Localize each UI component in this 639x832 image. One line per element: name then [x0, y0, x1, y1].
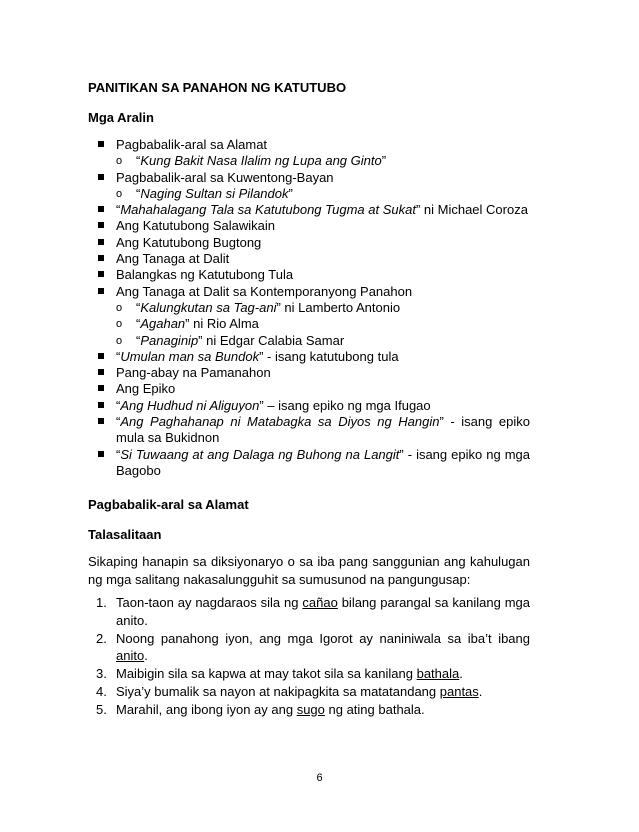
list-item: Ang Katutubong Salawikain — [96, 218, 530, 234]
list-item: “Mahahalagang Tala sa Katutubong Tugma at Sukat” ni Michael Coroza — [96, 202, 530, 218]
underlined-word: sugo — [296, 701, 325, 717]
underlined-word: bathala — [416, 666, 460, 682]
list-item: Pagbabalik-aral sa Alamat — [96, 137, 530, 153]
list-item: Ang Tanaga at Dalit — [96, 251, 530, 267]
square-bullet-icon — [98, 222, 104, 228]
square-bullet-icon — [98, 385, 104, 391]
square-bullet-icon — [98, 353, 104, 359]
square-bullet-icon — [98, 418, 104, 424]
square-bullet-icon — [98, 206, 104, 212]
list-item: Ang Epiko — [96, 381, 530, 397]
sentence-item: 2. Noong panahong iyon, ang mga Igorot ay naniniwala sa iba’t ibang anito. — [96, 630, 530, 664]
square-bullet-icon — [98, 402, 104, 408]
sub-list-item: o “Naging Sultan si Pilandok” — [116, 185, 293, 201]
sub-list-item: o “Kalungkutan sa Tag-ani” ni Lamberto Antonio — [116, 299, 401, 315]
circle-bullet-icon: o — [116, 155, 123, 168]
list-item: Pagbabalik-aral sa Kuwentong-Bayan — [96, 170, 530, 186]
page-number: 6 — [316, 772, 323, 784]
list-item — [96, 186, 530, 202]
square-bullet-icon — [98, 141, 104, 147]
list-item: “Ang Hudhud ni Aliguyon” – isang epiko ng mga Ifugao — [96, 398, 530, 414]
sentence-item: 5. Marahil, ang ibong iyon ay ang sugo ng ating bathala. — [96, 701, 425, 717]
square-bullet-icon — [98, 288, 104, 294]
square-bullet-icon — [98, 174, 104, 180]
lessons-list — [96, 137, 530, 479]
list-item: Balangkas ng Katutubong Tula — [96, 267, 530, 283]
section-heading: Pagbabalik-aral sa Alamat — [88, 497, 249, 512]
list-item — [96, 300, 530, 349]
list-item: Ang Katutubong Bugtong — [96, 235, 530, 251]
list-item: “Ang Paghahanap ni Matabagka sa Diyos ng Hangin” - isang epiko mula sa Bukidnon — [96, 414, 530, 447]
list-item — [96, 153, 530, 169]
vocab-heading: Talasalitaan — [88, 527, 162, 542]
underlined-word: anito — [116, 648, 145, 664]
list-item: Pang-abay na Pamanahon — [96, 365, 530, 381]
lessons-heading: Mga Aralin — [88, 110, 154, 125]
sentence-item: 4. Siya’y bumalik sa nayon at nakipagkita sa matatandang pantas. — [96, 683, 483, 699]
circle-bullet-icon: o — [116, 301, 123, 314]
underlined-word: pantas — [439, 683, 479, 699]
square-bullet-icon — [98, 271, 104, 277]
list-item: “Umulan man sa Bundok” - isang katutubong tula — [96, 349, 530, 365]
list-item: Ang Tanaga at Dalit sa Kontemporanyong Panahon — [96, 284, 530, 300]
square-bullet-icon — [98, 451, 104, 457]
sentences-list — [96, 594, 530, 719]
sub-list-item: o “Panaginip” ni Edgar Calabia Samar — [116, 332, 345, 348]
sub-list-item: o “Kung Bakit Nasa Ilalim ng Lupa ang Ginto” — [116, 153, 387, 169]
square-bullet-icon — [98, 239, 104, 245]
underlined-word: cañao — [302, 595, 338, 610]
circle-bullet-icon: o — [116, 318, 123, 331]
page-title: PANITIKAN SA PANAHON NG KATUTUBO — [88, 80, 347, 95]
list-item: “Si Tuwaang at ang Dalaga ng Buhong na Langit” - isang epiko ng mga Bagobo — [96, 447, 530, 480]
square-bullet-icon — [98, 255, 104, 261]
sub-list-item: o “Agahan” ni Rio Alma — [116, 316, 259, 332]
circle-bullet-icon: o — [116, 187, 123, 200]
instruction-paragraph: Sikaping hanapin sa diksiyonaryo o sa iba pang sanggunian ang kahulugan ng mga salitang nakasalungguhit sa sumusunod na pangungusap: — [88, 554, 530, 587]
square-bullet-icon — [98, 369, 104, 375]
sentence-item: 1. Taon-taon ay nagdaraos sila ng cañao bilang parangal sa kanilang mga anito. — [96, 595, 530, 628]
circle-bullet-icon: o — [116, 334, 123, 347]
sentence-item: 3. Maibigin sila sa kapwa at may takot sila sa kanilang bathala. — [96, 666, 463, 682]
